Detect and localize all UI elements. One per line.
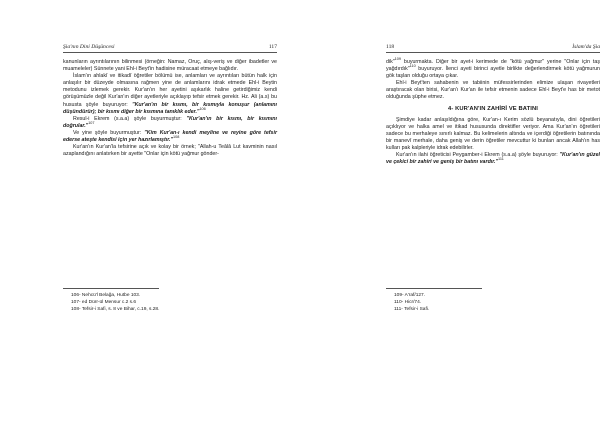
left-page-header [63, 44, 277, 53]
right-paragraph-1-end: buyuruyor. İlenci ayeti birinci ayetle birlikte değerlendirmek kötü yağmurun gök taşları olduğu ortaya çıkar. [386, 66, 600, 80]
right-page-number: 118 [386, 44, 395, 50]
left-paragraph-1: kanunların ayrıntılarının bilinmesi (örneğin: Namaz, Oruç, alış-veriş ve diğer ibadetler ve muameleler) Sünnete yani Ehl-i Beyt'in hadisine müracaat etmeye bağlıdır. [63, 59, 277, 73]
footnote-ref-106: 106 [199, 106, 206, 111]
right-paragraph-4 [386, 152, 600, 166]
right-paragraph-3: Şimdiye kadar anlaşıldığına göre, Kur'an-ı Kerim sözlü beyanatıyla, dini öğretileri açıklıyor ve halka amel ve itikad hususunda direktifler veriyor. Ama Kur'an'ın öğretileri sadece bu merhaleye sınırlı kalmaz. Bu kelimelerin altında ve içerdiği öğretilerin batınında bir manevî merhale, daha geniş ve derin öğretiler mevcuttur ki bunları ancak Allah'ın has kulları pak kalpleriyle idrak edebilirler. [386, 116, 600, 152]
left-paragraph-2 [63, 73, 277, 116]
left-footnote-rule [63, 288, 159, 289]
right-footnotes [386, 288, 600, 314]
left-paragraph-4 [63, 130, 277, 144]
right-header-title: İslam'da Şia [572, 44, 600, 50]
footnote-ref-108: 108 [172, 135, 180, 140]
right-paragraph-1-start: dik" [386, 59, 395, 65]
left-quote-tefsir: "Kim Kur'an-ı kendi meyline ve reyine göre tefsir ederse ateşte kendisi için yer hazırlamıştır." [63, 129, 278, 144]
right-page-body [386, 59, 600, 166]
left-page-body [63, 59, 277, 158]
footnote-108: 108- Tefsir-i Safi, s. 8 ve Bihar, c.19, s.28. [71, 307, 160, 313]
footnote-ref-111: 111 [498, 157, 504, 162]
left-paragraph-3 [63, 116, 277, 130]
left-quote-ali: "Kur'an'ın bir kısmı, bir kısmıyla konuşur (anlamını düşündürür); bir kısmı diğer bir kısmına tanıklık eder." [63, 101, 278, 115]
footnote-111: 111- Tefsir-i Safi. [394, 307, 430, 313]
footnote-107: 107- ed Dürr-ül Mensur c.2 s.6 [71, 300, 137, 306]
footnote-ref-107: 107 [88, 121, 95, 126]
right-page-header [386, 44, 600, 53]
section-heading: 4- KUR'AN'IN ZAHİRİ VE BATINI [448, 105, 538, 112]
right-paragraph-4-text: Kur'an'ın ilahi öğreticisi Peygamber-i Ekrem (s.a.a) şöyle buyuruyor: [396, 152, 558, 159]
left-page-number: 117 [268, 44, 277, 50]
footnote-106: 106- Nehcü'l Belağa, Hutbe 103. [71, 293, 141, 298]
left-paragraph-4-text: Ve yine şöyle buyurmuştur: [73, 129, 142, 136]
right-page [386, 44, 600, 166]
footnote-ref-109: 109 [394, 57, 401, 62]
right-paragraph-2: Ehl-i Beyt'ten sahabenin ve tabiinin müfessirlerinden elimize ulaşan rivayetleri araştıracak olan birisi, Kur'an'ı Kur'an ile tefsir etmenin sadece Ehl-i Beyt'e has bir metot olduğunda şüphe etmez. [386, 80, 600, 101]
left-paragraph-3-text: Resul-i Ekrem (s.a.a) şöyle buyurmuştur: [73, 115, 182, 122]
left-paragraph-2-text: İslam'ın ahlakî ve itikadî öğretiler bölümü ise, anlamları ve ayrıntıları bütün halk için anlaşılır bir düzeyde olmasına rağmen yine de anlamlarını idrak etmede Ehl-i Beytin metodunu izlemek gerekir. Kur'an'ın her ayetini aşıkarlık haline getirdiğimiz kendi görüşümüzle değil Kur'an'ın diğer ayetleriyle açıklayıp tefsir etmek gerekir. Hz. Ali (a.s) bu hususta şöyle buyuruyor: [63, 73, 277, 108]
right-footnote-rule [386, 288, 482, 289]
left-footnotes [63, 288, 277, 314]
left-paragraph-5: Kur'an'ın Kur'an'la tefsirine açık ve kolay bir örnek; "Allah-u Teâlâ Lut kavminin nasıl azaplandığını anlatırken bir ayette "Onlar için kötü yağmur gönder- [63, 144, 277, 158]
left-quote-resul: "Kur'an'ın bir kısmı, bir kısmını doğrular." [63, 115, 277, 129]
right-paragraph-1-middle: buyurmakta. Diğer bir ayet-i kerimede de "kötü yağmur" yerine "Onlar için taş yağdırdık" [386, 59, 600, 73]
left-header-title: Şia'nın Dini Düşüncesi [63, 44, 115, 50]
footnote-ref-110: 110 [409, 64, 416, 69]
right-quote-zahir: "Kur'an'ın güzel ve çekici bir zahiri ve geniş bir batını vardır." [386, 152, 600, 166]
right-paragraph-1 [386, 59, 600, 80]
footnote-109: 109- A'raf/127. [394, 293, 426, 298]
left-page [63, 44, 277, 158]
footnote-110: 110- Hicr/74. [394, 300, 422, 306]
